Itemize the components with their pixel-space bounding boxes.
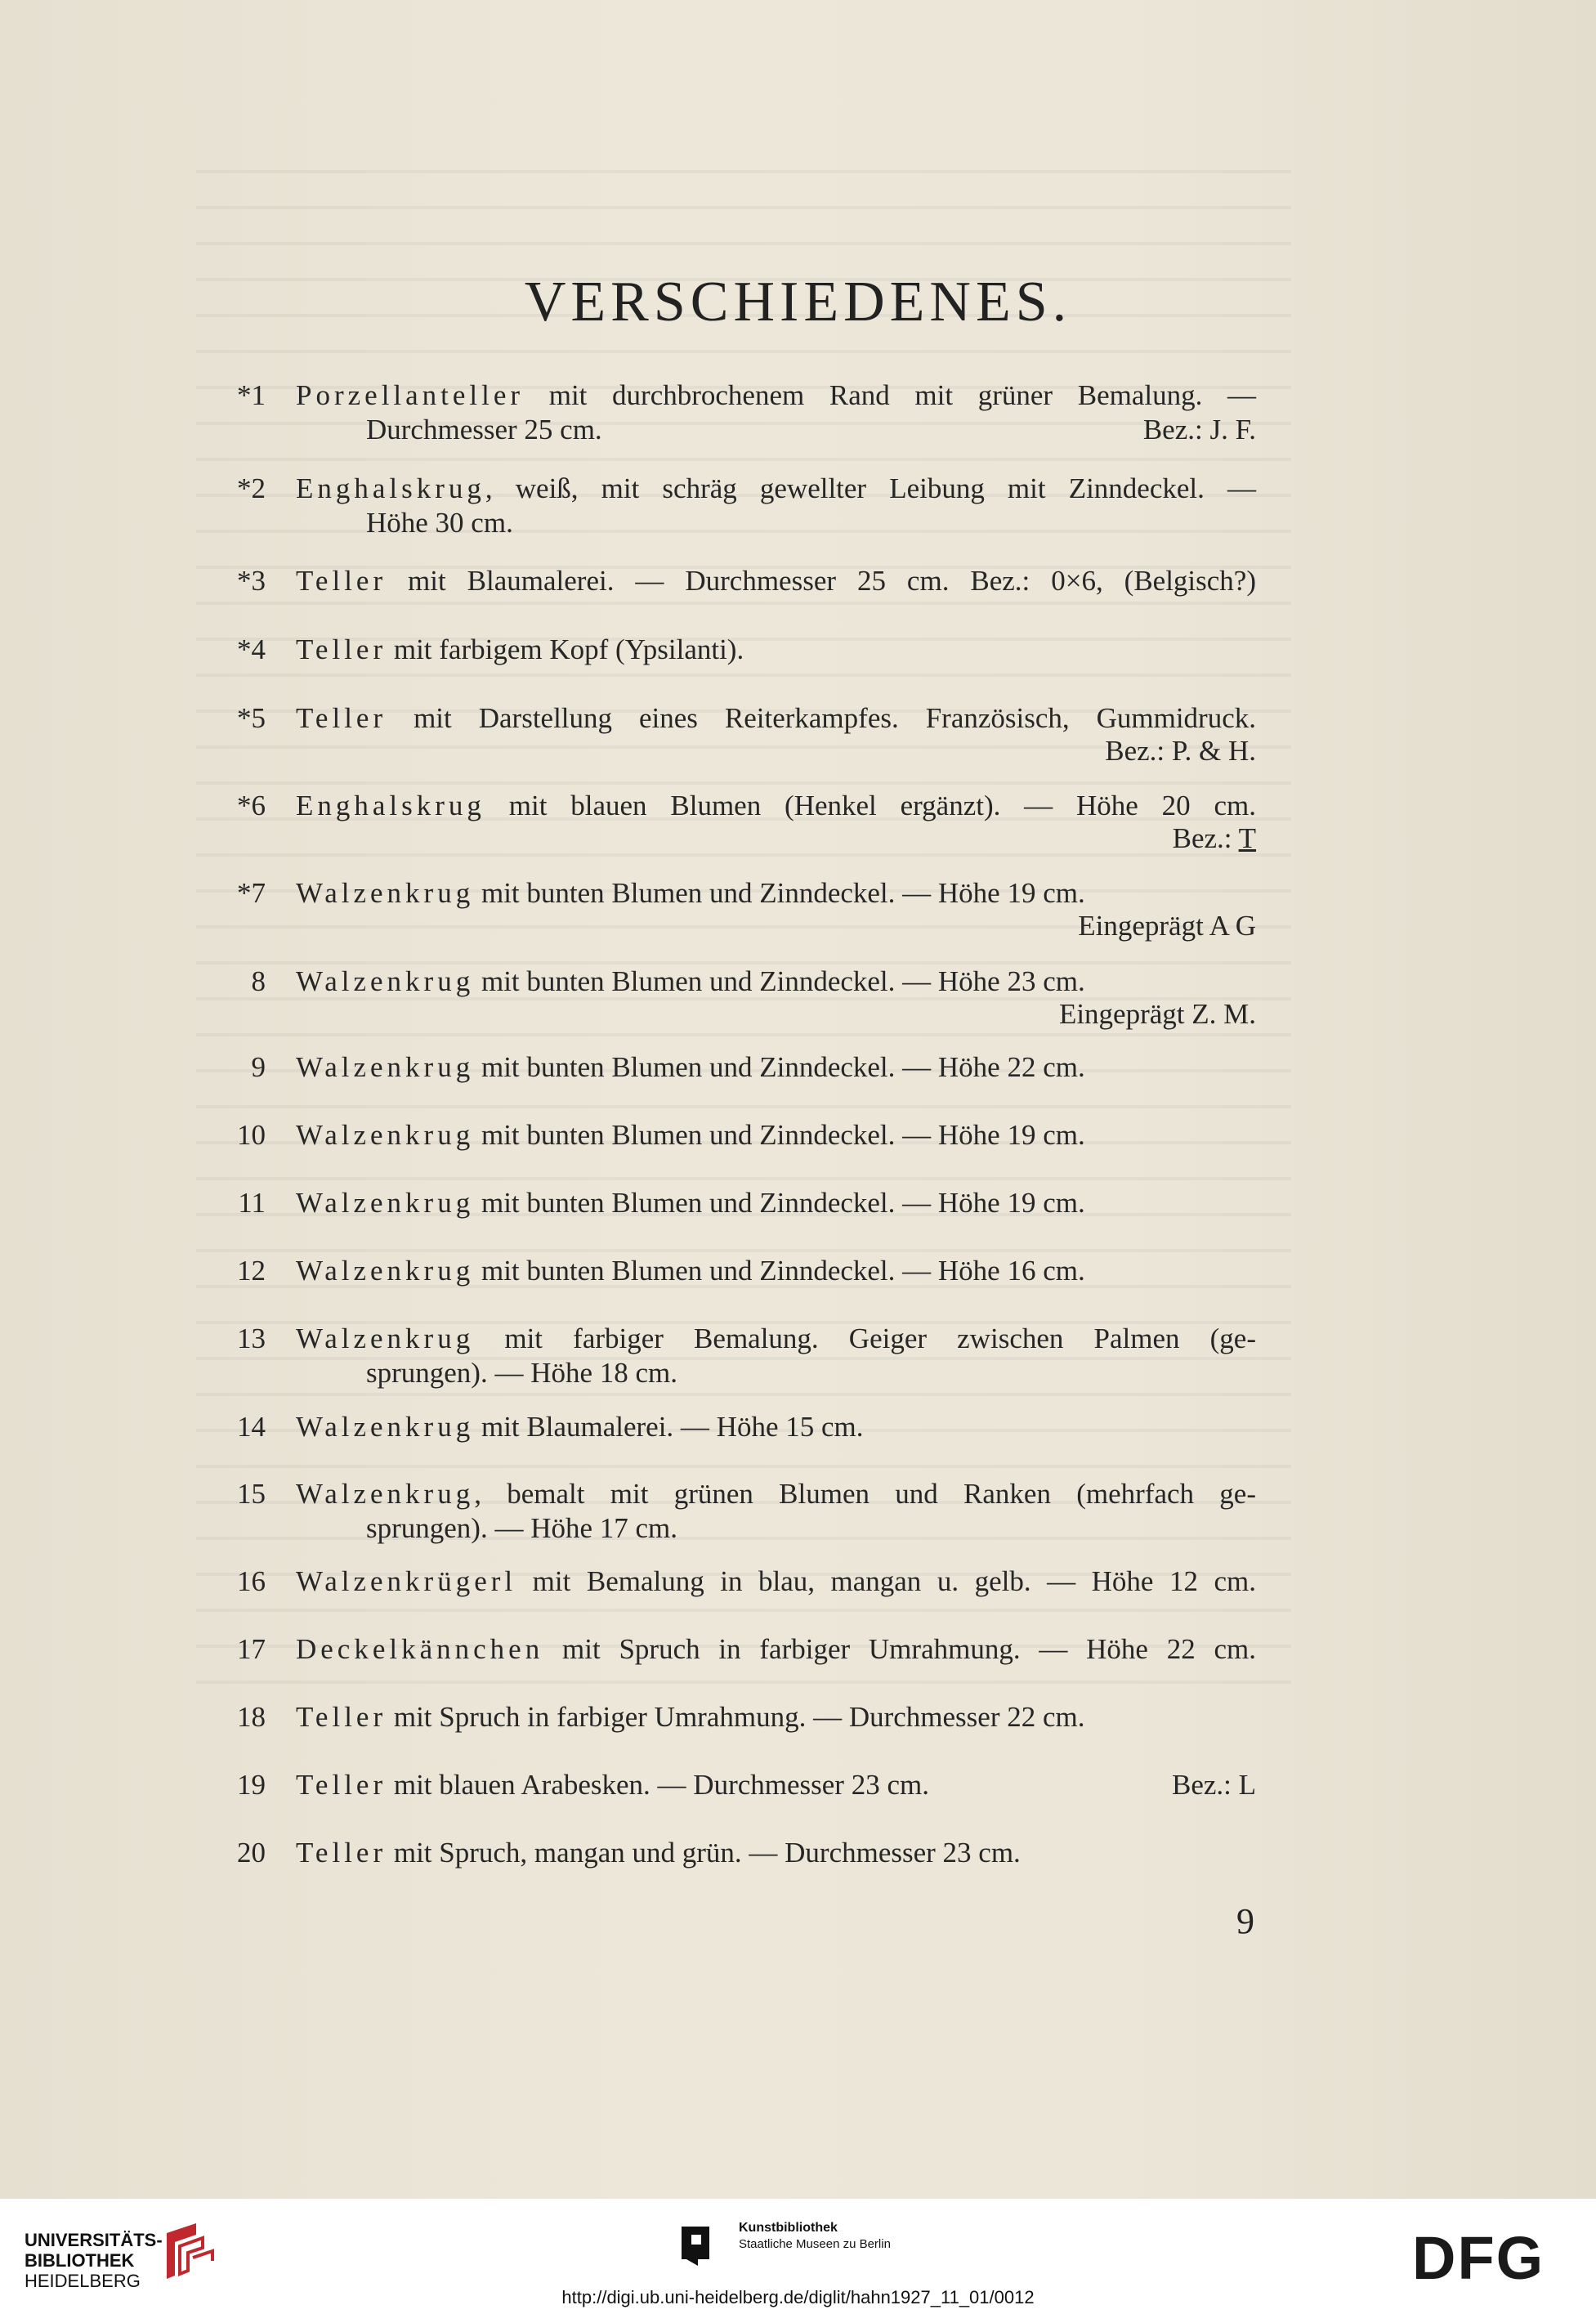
entry-mark: Eingeprägt A G	[1078, 910, 1256, 942]
entry-number: 20	[237, 1837, 266, 1869]
entry-text	[296, 1836, 1256, 1870]
entry-description: mit Spruch in farbiger Umrahmung. — Durchmesser 22 cm.	[387, 1701, 1085, 1733]
ub-line-2: BIBLIOTHEK	[25, 2250, 135, 2271]
entry-number: 11	[238, 1187, 266, 1219]
dfg-logo[interactable]: DFG	[1412, 2224, 1545, 2292]
entry-heading: Walzenkrügerl	[296, 1565, 517, 1597]
entry-number: 19	[237, 1769, 266, 1801]
entry-number: 10	[237, 1119, 266, 1151]
entry-continuation: Durchmesser 25 cm.	[366, 414, 602, 445]
entry-mark-letter: T	[1238, 822, 1256, 854]
ub-line-1: UNIVERSITÄTS-	[25, 2230, 163, 2250]
kunstbibliothek-logo-icon[interactable]	[678, 2223, 727, 2269]
entry-description: mit blauen Blumen (Henkel ergänzt). — Höhe 20 cm.	[485, 790, 1256, 821]
entry-number: *6	[237, 790, 266, 821]
entry-mark: Bez.: J. F.	[1142, 414, 1256, 445]
entry-text	[296, 1477, 1256, 1511]
entry-heading: Walzenkrug	[296, 965, 475, 997]
entry-heading: Teller	[296, 1769, 387, 1801]
entry-heading: Walzenkrug	[296, 1119, 475, 1151]
entry-heading: Teller	[296, 565, 387, 597]
permalink-url[interactable]: http://digi.ub.uni-heidelberg.de/diglit/hahn1927_11_01/0012	[561, 2287, 1035, 2307]
entry-heading: Enghalskrug	[296, 472, 485, 504]
entry-description: mit farbiger Bemalung. Geiger zwischen Palmen (ge-	[474, 1323, 1256, 1354]
entry-heading: Walzenkrug	[296, 1411, 475, 1443]
entry-number: 13	[237, 1323, 266, 1354]
entry-number: 14	[237, 1411, 266, 1443]
entry-continuation: Höhe 30 cm.	[366, 507, 513, 539]
entry-text	[296, 876, 1256, 911]
page-title: VERSCHIEDENES.	[524, 271, 1072, 333]
entry-description: mit bunten Blumen und Zinndeckel. — Höhe 19 cm.	[474, 1187, 1085, 1219]
entry-heading: Walzenkrug	[296, 1051, 475, 1083]
entry-mark-prefix: Bez.:	[1172, 822, 1239, 854]
entry-heading: Deckelkännchen	[296, 1633, 544, 1665]
entry-text	[296, 633, 1256, 667]
entry-description: , bemalt mit grünen Blumen und Ranken (mehrfach ge-	[474, 1478, 1256, 1510]
entry-description: mit blauen Arabesken. — Durchmesser 23 cm.	[387, 1769, 929, 1801]
digitization-footer	[0, 2199, 1596, 2314]
entry-text	[296, 1632, 1256, 1667]
entry-description: , weiß, mit schräg gewellter Leibung mit Zinndeckel. —	[485, 472, 1256, 504]
entry-number: *1	[237, 379, 266, 411]
entry-heading: Walzenkrug	[296, 877, 475, 909]
entry-number: 15	[237, 1478, 266, 1510]
entry-description: mit durchbrochenem Rand mit grüner Bemalung. —	[524, 379, 1256, 411]
entry-heading: Walzenkrug	[296, 1187, 475, 1219]
entry-text	[296, 1700, 1256, 1734]
entry-number: 17	[237, 1633, 266, 1665]
entry-number: 12	[237, 1255, 266, 1287]
entry-description: mit bunten Blumen und Zinndeckel. — Höhe 22 cm.	[474, 1051, 1085, 1083]
entry-description: mit Blaumalerei. — Durchmesser 25 cm. Bez.: 0×6, (Belgisch?)	[387, 565, 1256, 597]
entry-text	[296, 1564, 1256, 1599]
entry-text	[296, 1254, 1256, 1288]
entry-mark: Eingeprägt Z. M.	[1058, 998, 1256, 1030]
kb-line-2: Staatliche Museen zu Berlin	[739, 2237, 891, 2251]
entry-heading: Teller	[296, 1701, 387, 1733]
entry-number: 8	[251, 965, 266, 997]
entry-text	[296, 1410, 1256, 1444]
entry-continuation: sprungen). — Höhe 18 cm.	[366, 1357, 678, 1389]
entry-number: *4	[237, 633, 266, 665]
ub-heidelberg-logo-icon[interactable]	[155, 2218, 221, 2284]
entry-description: mit Blaumalerei. — Höhe 15 cm.	[474, 1411, 864, 1443]
entry-text	[296, 701, 1256, 736]
ub-line-3: HEIDELBERG	[25, 2271, 141, 2291]
kunstbibliothek-name[interactable]	[739, 2220, 891, 2253]
entry-text	[296, 1186, 1256, 1220]
entry-mark: Bez.: P. & H.	[1105, 735, 1256, 767]
entry-number: 18	[237, 1701, 266, 1733]
entry-text	[296, 378, 1256, 413]
entry-heading: Teller	[296, 1837, 387, 1869]
entry-heading: Walzenkrug	[296, 1255, 475, 1287]
entry-description: mit farbigem Kopf (Ypsilanti).	[387, 633, 744, 665]
entry-text	[296, 965, 1256, 999]
entry-number: 9	[251, 1051, 266, 1083]
entry-text	[296, 472, 1256, 506]
entry-number: *3	[237, 565, 266, 597]
entry-text	[296, 1322, 1256, 1356]
entry-number: *5	[237, 702, 266, 734]
entry-description: mit bunten Blumen und Zinndeckel. — Höhe 19 cm.	[474, 877, 1085, 909]
entry-description: mit Spruch in farbiger Umrahmung. — Höhe 22 cm.	[543, 1633, 1256, 1665]
entry-number: *7	[237, 877, 266, 909]
entry-text	[296, 789, 1256, 823]
entry-number: 16	[237, 1565, 266, 1597]
entry-description: mit Bemalung in blau, mangan u. gelb. — Höhe 12 cm.	[516, 1565, 1256, 1597]
entry-heading: Walzenkrug	[296, 1323, 475, 1354]
entry-description: mit bunten Blumen und Zinndeckel. — Höhe 19 cm.	[474, 1119, 1085, 1151]
page-number: 9	[1236, 1901, 1254, 1941]
university-library-name[interactable]	[25, 2230, 163, 2291]
entry-text	[296, 1050, 1256, 1085]
entry-description: mit bunten Blumen und Zinndeckel. — Höhe 16 cm.	[474, 1255, 1085, 1287]
entry-mark	[1173, 821, 1256, 856]
entry-heading: Porzellanteller	[296, 379, 525, 411]
entry-heading: Walzenkrug	[296, 1478, 475, 1510]
entry-continuation: sprungen). — Höhe 17 cm.	[366, 1512, 678, 1544]
entry-description: mit bunten Blumen und Zinndeckel. — Höhe 23 cm.	[474, 965, 1085, 997]
entry-mark: Bez.: L	[1171, 1769, 1256, 1801]
entry-text	[296, 564, 1256, 598]
kb-line-1: Kunstbibliothek	[739, 2221, 838, 2235]
entry-heading: Enghalskrug	[296, 790, 485, 821]
entry-description: mit Spruch, mangan und grün. — Durchmesser 23 cm.	[387, 1837, 1021, 1869]
entry-text	[296, 1118, 1256, 1153]
entry-text	[296, 1768, 1256, 1802]
entry-heading: Teller	[296, 633, 387, 665]
entry-number: *2	[237, 472, 266, 504]
entry-heading: Teller	[296, 702, 387, 734]
entry-description: mit Darstellung eines Reiterkampfes. Französisch, Gummidruck.	[387, 702, 1256, 734]
